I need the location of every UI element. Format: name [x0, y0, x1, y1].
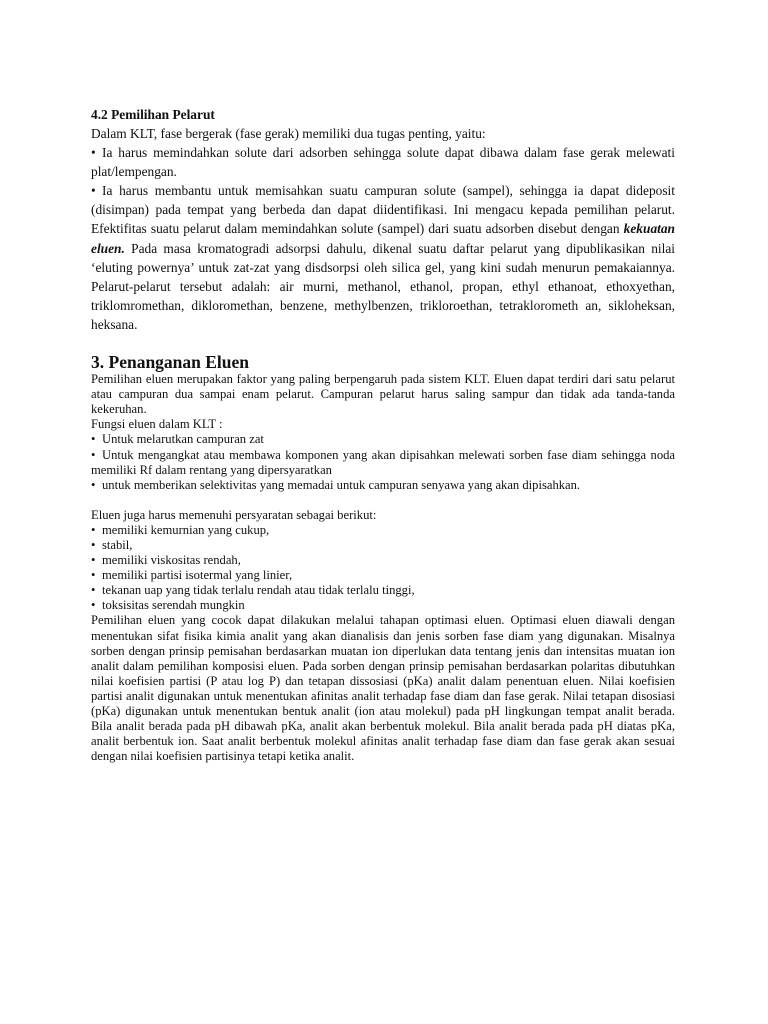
bullet-paragraph-1	[91, 143, 675, 181]
list-item-text: stabil,	[102, 537, 133, 552]
list-item-text: Untuk mengangkat atau membawa komponen yang akan dipisahkan melewati sorben fase diam sehingga noda memiliki Rf dalam rentang yang dipersyaratkan	[91, 447, 675, 477]
bullet-glyph: •	[91, 568, 96, 583]
bullet-text: Ia harus membantu untuk memisahkan suatu campuran solute (sampel), sehingga ia dapat dideposit (disimpan) pada tempat yang berbeda dan dapat diidentifikasi. Ini mengacu kepada pemilihan pelarut. Efektifitas suatu pelarut dalam memindahkan solute (sampel) dari suatu adsorben disebut dengan	[91, 183, 675, 237]
list-item-text: toksisitas serendah mungkin	[102, 598, 245, 613]
list-item	[91, 553, 675, 568]
bullet-glyph: •	[91, 537, 96, 552]
list-item-text: memiliki partisi isotermal yang linier,	[102, 568, 293, 583]
syarat-list	[91, 523, 675, 614]
bullet-glyph: •	[91, 522, 96, 537]
list-item-text: Untuk melarutkan campuran zat	[102, 432, 264, 447]
list-item	[91, 583, 675, 598]
paragraph: Pemilihan eluen merupakan faktor yang paling berpengaruh pada sistem KLT. Eluen dapat terdiri dari satu pelarut atau campuran dua sampai enam pelarut. Campuran pelarut harus saling sampur dan tidak ada tanda-tanda kekeruhan.	[91, 372, 675, 417]
emphasized-term: kekuatan eluen.	[91, 221, 675, 256]
list-item-text: untuk memberikan selektivitas yang memadai untuk campuran senyawa yang akan dipisahkan.	[102, 477, 581, 492]
bullet-glyph: •	[91, 477, 96, 492]
list-item	[91, 478, 675, 493]
bullet-glyph: •	[91, 598, 96, 613]
bullet-glyph: •	[91, 183, 96, 199]
bullet-glyph: •	[91, 447, 96, 462]
list-item	[91, 598, 675, 613]
bullet-text-continued: Pada masa kromatogradi adsorpsi dahulu, dikenal suatu daftar pelarut yang dipublikasikan nilai ‘eluting powernya’ untuk zat-zat yang disdsorpsi oleh silica gel, yang kini sudah menurun pemakaiannya. Pelarut-pelarut tersebut adalah: air murni, methanol, ethanol, propan, ethyl ethanoat, ethoxyethan, triklomromethan, dikloromethan, benzene, methylbenzen, trikloroethan, tetraklorometh an, sikloheksan, heksana.	[91, 240, 675, 332]
list-item	[91, 432, 675, 447]
bullet-text: Ia harus memindahkan solute dari adsorben sehingga solute dapat dibawa dalam fase gerak melewati plat/lempengan.	[91, 145, 675, 180]
section-pemilihan-pelarut	[91, 106, 675, 334]
list-label: Fungsi eluen dalam KLT :	[91, 417, 223, 432]
intro-paragraph: Dalam KLT, fase bergerak (fase gerak) memiliki dua tugas penting, yaitu:	[91, 126, 486, 141]
document-page	[91, 106, 675, 764]
list-item	[91, 538, 675, 553]
bullet-glyph: •	[91, 432, 96, 447]
section-penanganan-eluen	[91, 352, 675, 764]
paragraph: Pemilihan eluen yang cocok dapat dilakukan melalui tahapan optimasi eluen. Optimasi eluen diawali dengan menentukan sifat fisika kimia analit yang akan dianalisis dan jenis sorben fase diam yang digunakan. Misalnya sorben dengan prinsip pemisahan berdasarkan muatan ion diperlukan data tentang jenis dan intensitas muatan ion analit dalam pemilihan komposisi eluen. Pada sorben dengan prinsip pemisahan berdasarkan polaritas dibutuhkan nilai koefisien partisi (P atau log P) dan tetapan dissosiasi (pKa) analit dalam penentuan eluen. Nilai koefisien partisi analit digunakan untuk menentukan afinitas analit terhadap fase diam dan fase gerak. Nilai tetapan disosiasi (pKa) digunakan untuk menentukan bentuk analit (ion atau molekul) pada pH lingkungan tempat analit berada. Bila analit berada pada pH dibawah pKa, analit akan berbentuk molekul. Bila analit berada pada pH diatas pKa, analit berbentuk ion. Saat analit berbentuk molekul afinitas analit terhadap fase diam dan fase gerak akan sesuai dengan nilai koefisien partisinya tetapi ketika analit.	[91, 613, 675, 764]
bullet-glyph: •	[91, 145, 96, 161]
fungsi-list	[91, 432, 675, 492]
list-item	[91, 523, 675, 538]
bullet-glyph: •	[91, 583, 96, 598]
list-item-text: tekanan uap yang tidak terlalu rendah atau tidak terlalu tinggi,	[102, 583, 415, 598]
section-heading: 4.2 Pemilihan Pelarut	[91, 107, 215, 122]
spacer	[91, 493, 675, 508]
bullet-paragraph-2	[91, 181, 675, 334]
section-heading: 3. Penanganan Eluen	[91, 352, 250, 373]
list-item	[91, 448, 675, 478]
bullet-glyph: •	[91, 553, 96, 568]
list-item	[91, 568, 675, 583]
list-item-text: memiliki viskositas rendah,	[102, 553, 241, 568]
list-item-text: memiliki kemurnian yang cukup,	[102, 522, 270, 537]
list-label: Eluen juga harus memenuhi persyaratan sebagai berikut:	[91, 507, 377, 522]
